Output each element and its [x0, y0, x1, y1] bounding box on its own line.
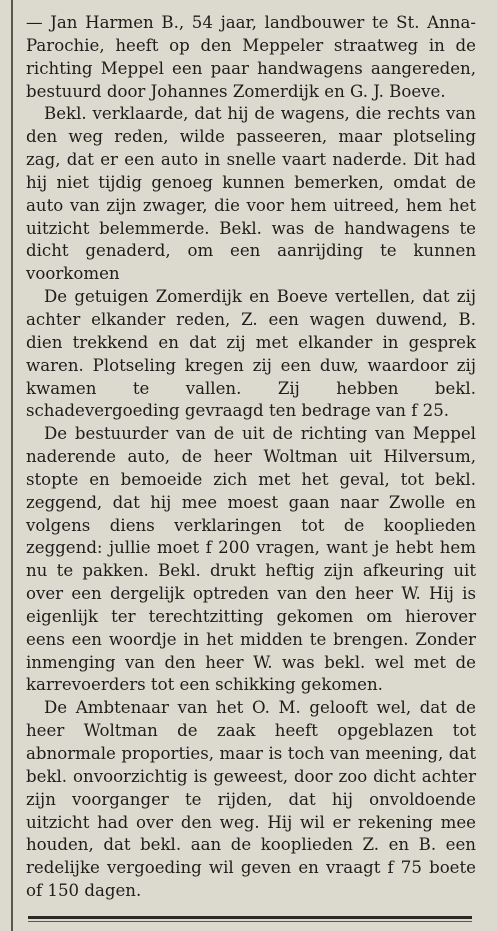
paragraph-3: De getuigen Zomerdijk en Boeve vertellen, dat zij achter elkander reden, Z. een wagen duwend, B. dien trekkend en dat zij met elkander in gesprek waren. Plotseling kregen zij een duw, waardoor zij kwamen te vallen. Zij hebben bekl. schadevergoeding gevraagd ten bedrage van f 25. [26, 287, 476, 421]
article-body [26, 12, 476, 903]
column-rule [11, 0, 13, 931]
paragraph-2: Bekl. verklaarde, dat hij de wagens, die rechts van den weg reden, wilde passeeren, maar plotseling zag, dat er een auto in snelle vaart naderde. Dit had hij niet tijdig genoeg kunnen bemerken, omdat de auto van zijn zwager, die voor hem uitreed, hem het uitzicht belemmerde. Bekl. was de handwagens te dicht genaderd, om een aanrijding te kunnen voorkomen [26, 104, 476, 284]
paragraph-1: — Jan Harmen B., 54 jaar, landbouwer te St. Anna-Parochie, heeft op den Meppeler straatweg in de richting Meppel een paar handwagens aangereden, bestuurd door Johannes Zomerdijk en G. J. Boeve. [26, 13, 476, 101]
paragraph-5: De Ambtenaar van het O. M. gelooft wel, dat de heer Woltman de zaak heeft opgeblazen tot abnormale proporties, maar is toch van meening, dat bekl. onvoorzichtig is geweest, door zoo dicht achter zijn voorganger te rijden, dat hij onvoldoende uitzicht had over den weg. Hij wil er rekening mee houden, dat bekl. aan de kooplieden Z. en B. een redelijke vergoeding wil geven en vraagt f 75 boete of 150 dagen. [26, 698, 476, 901]
article-end-rule [28, 916, 472, 919]
paragraph-4: De bestuurder van de uit de richting van Meppel naderende auto, de heer Woltman uit Hilversum, stopte en bemoeide zich met het geval, tot bekl. zeggend, dat hij mee moest gaan naar Zwolle en volgens diens verklaringen tot de kooplieden zeggend: jullie moet f 200 vragen, want je hebt hem nu te pakken. Bekl. drukt heftig zijn afkeuring uit over een dergelijk optreden van den heer W. Hij is eigenlijk ter terechtzitting gekomen om hierover eens een woordje in het midden te brengen. Zonder inmenging van den heer W. was bekl. wel met de karrevoerders tot een schikking gekomen. [26, 424, 476, 695]
article-end-rule-thin [28, 921, 472, 922]
